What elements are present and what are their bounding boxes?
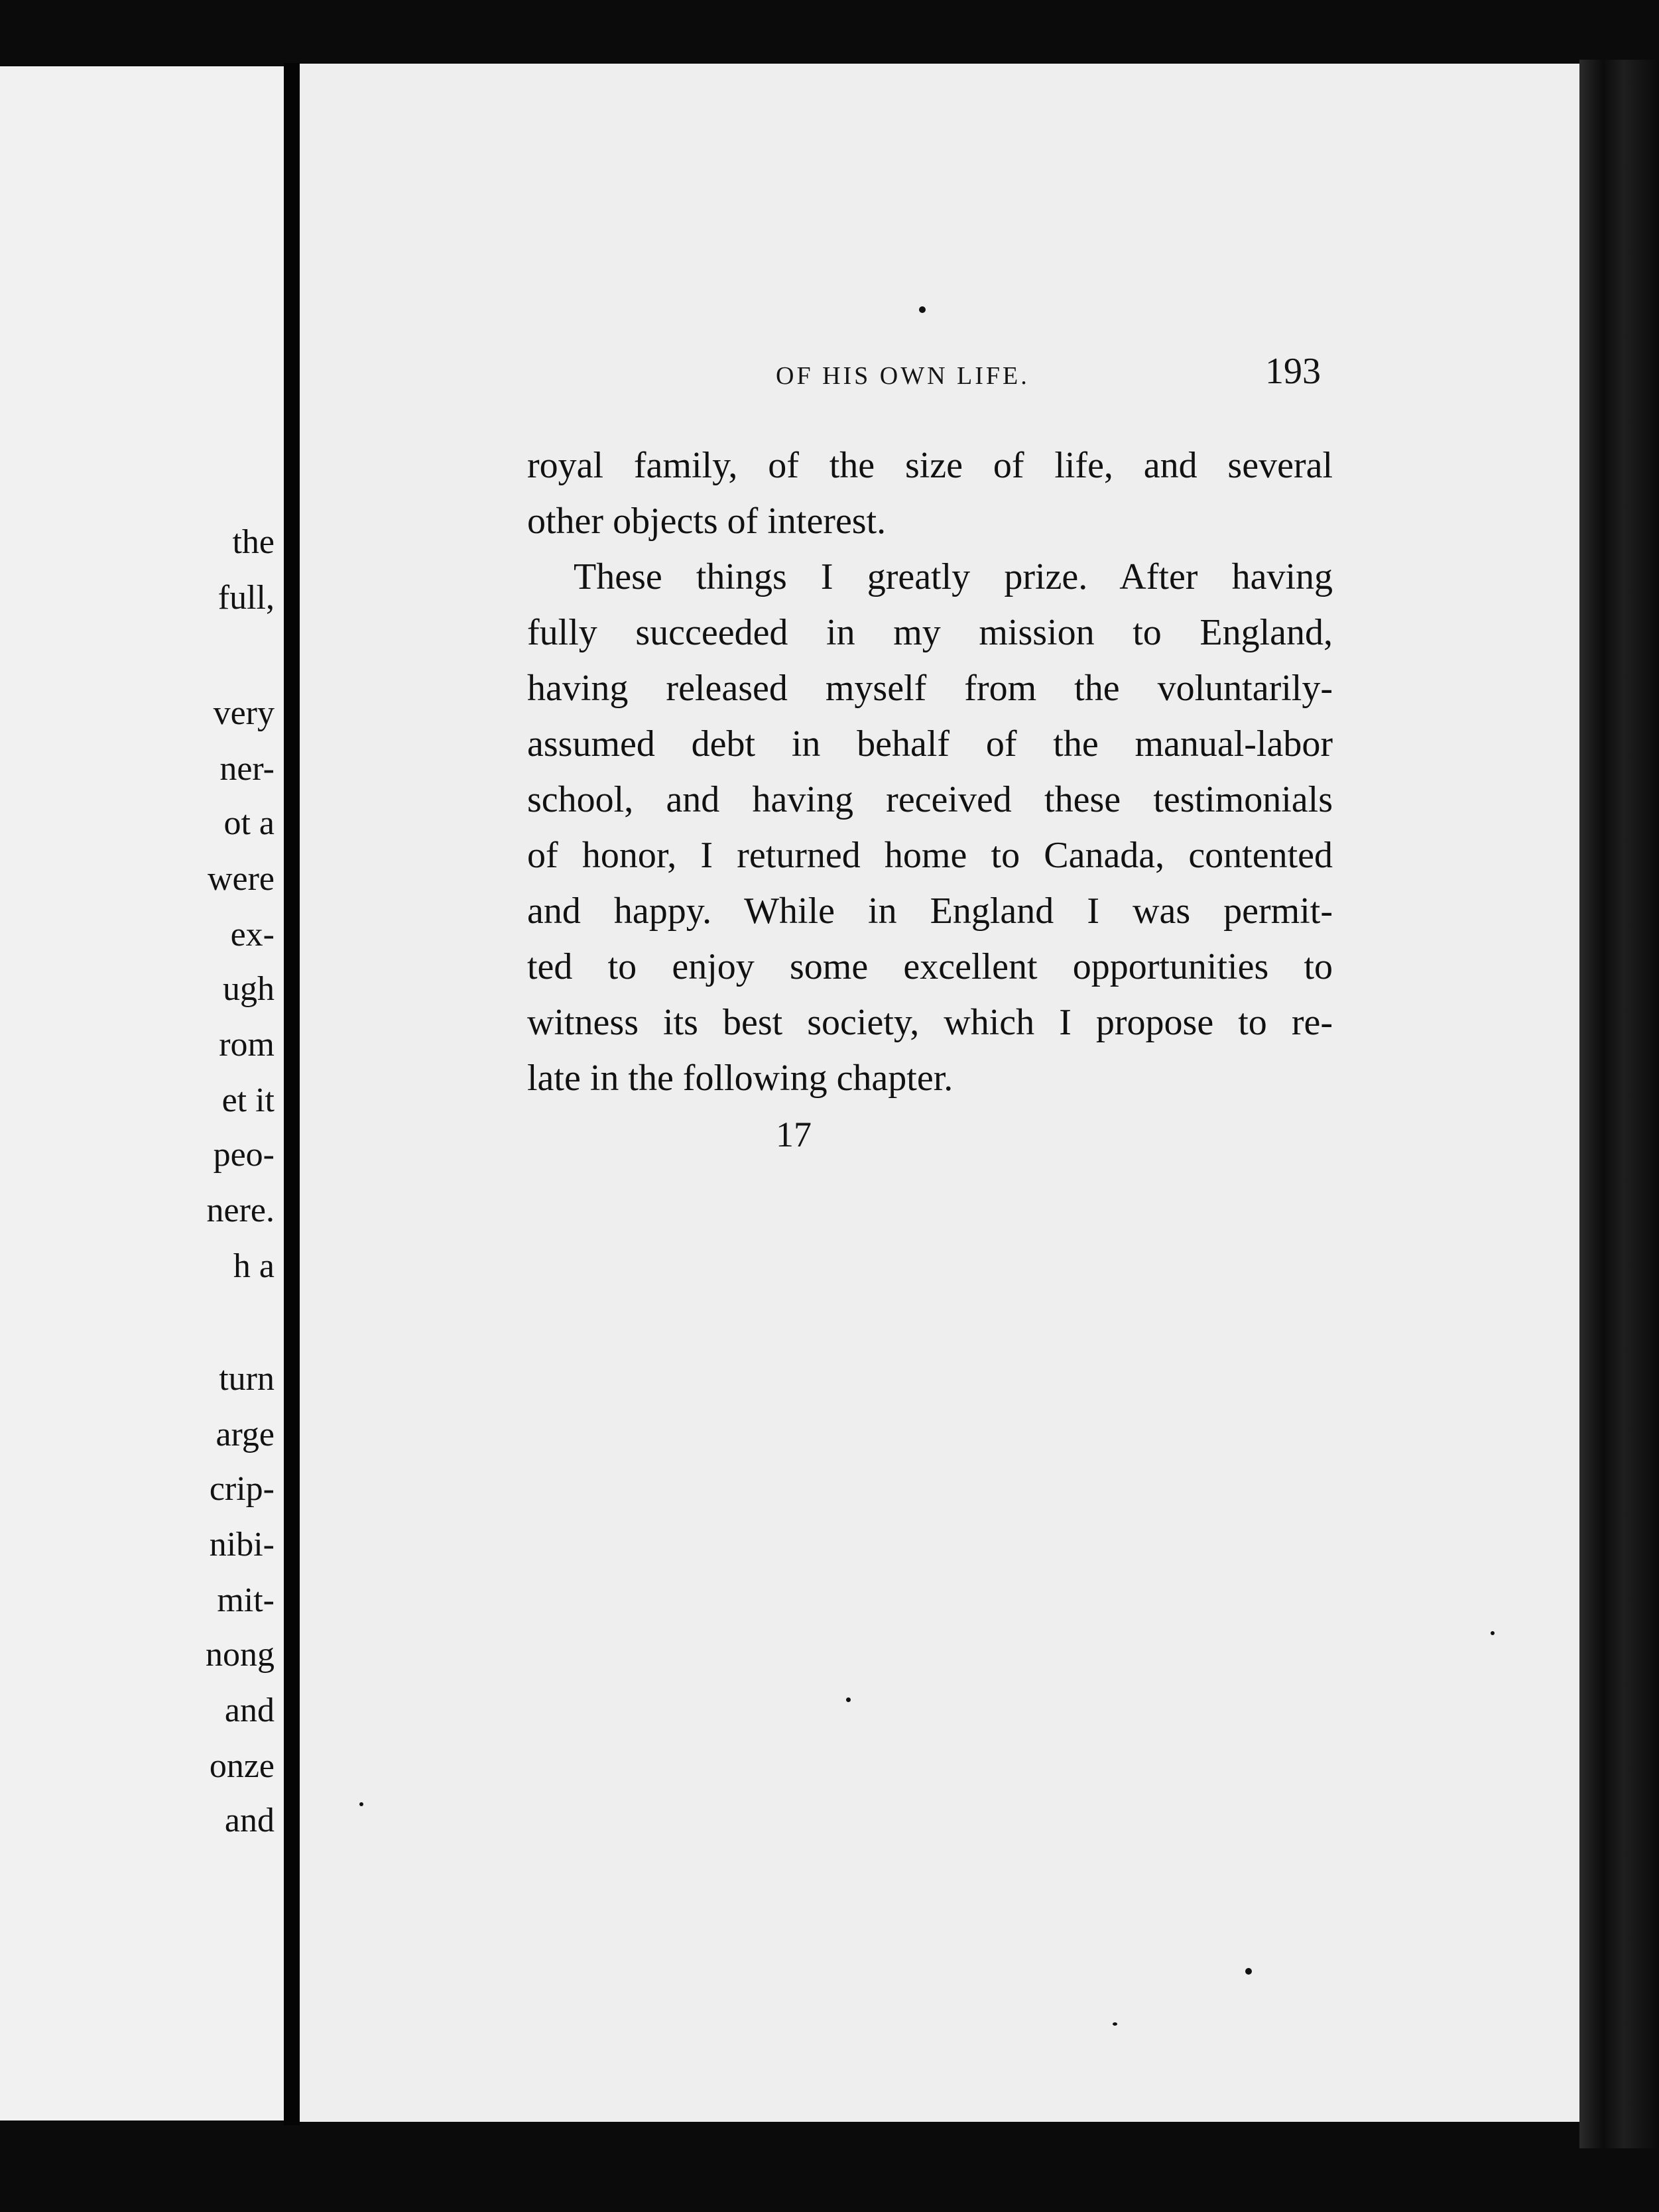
left-page-fragment: turn (219, 1360, 275, 1398)
left-page-fragment: et it (221, 1081, 275, 1119)
text-line: and happy. While in England I was permit- (527, 891, 1333, 932)
left-page-fragment: and (224, 1802, 275, 1839)
book-gutter (284, 63, 300, 2125)
text-line: other objects of interest. (527, 501, 887, 542)
left-page-fragment: and (224, 1691, 275, 1729)
left-page-fragment: full, (217, 579, 275, 617)
left-page-fragment: h a (233, 1247, 275, 1285)
left-page-fragment: mit- (217, 1581, 275, 1619)
left-page-fragment: onze (209, 1747, 275, 1785)
signature-mark: 17 (776, 1115, 812, 1154)
page-edge-right (1579, 60, 1659, 2148)
text-line: These things I greatly prize. After having (574, 556, 1333, 597)
left-page-fragment: very (213, 694, 275, 732)
left-page-fragment: were (207, 860, 275, 898)
text-line: witness its best society, which I propose to re- (527, 1002, 1333, 1043)
body-text (527, 438, 1333, 1106)
text-line: royal family, of the size of life, and several (527, 445, 1333, 486)
text-line: school, and having received these testimonials (527, 779, 1333, 820)
left-page-fragment: peo- (213, 1136, 275, 1174)
page-number: 193 (1265, 351, 1321, 392)
text-line: fully succeeded in my mission to England, (527, 612, 1333, 653)
text-line: late in the following chapter. (527, 1058, 953, 1099)
running-head: OF HIS OWN LIFE. (776, 362, 1030, 390)
scan-speck (1245, 1968, 1252, 1975)
text-line: assumed debt in behalf of the manual-labor (527, 723, 1333, 765)
left-page-fragment: ex- (230, 916, 275, 953)
text-line: of honor, I returned home to Canada, contented (527, 835, 1333, 876)
left-page-fragment: ugh (223, 970, 275, 1008)
left-page-fragment: nong (206, 1636, 275, 1674)
left-page-fragment: ner- (219, 750, 275, 788)
scan-speck (919, 306, 926, 313)
left-page-fragment: rom (219, 1026, 275, 1064)
scan-speck (1113, 2022, 1117, 2026)
left-page-fragment: nere. (206, 1192, 275, 1229)
scan-speck (846, 1697, 851, 1702)
facing-page-left (0, 66, 284, 2120)
scan-speck (359, 1802, 363, 1806)
text-line: having released myself from the voluntarily- (527, 668, 1333, 709)
left-page-fragment: crip- (209, 1470, 275, 1508)
left-page-fragment: nibi- (209, 1526, 275, 1564)
scan-speck (1491, 1631, 1495, 1635)
text-line: ted to enjoy some excellent opportunities to (527, 946, 1333, 987)
left-page-fragment: the (232, 523, 275, 561)
left-page-fragment: ot a (223, 804, 275, 842)
left-page-fragment: arge (215, 1416, 275, 1453)
